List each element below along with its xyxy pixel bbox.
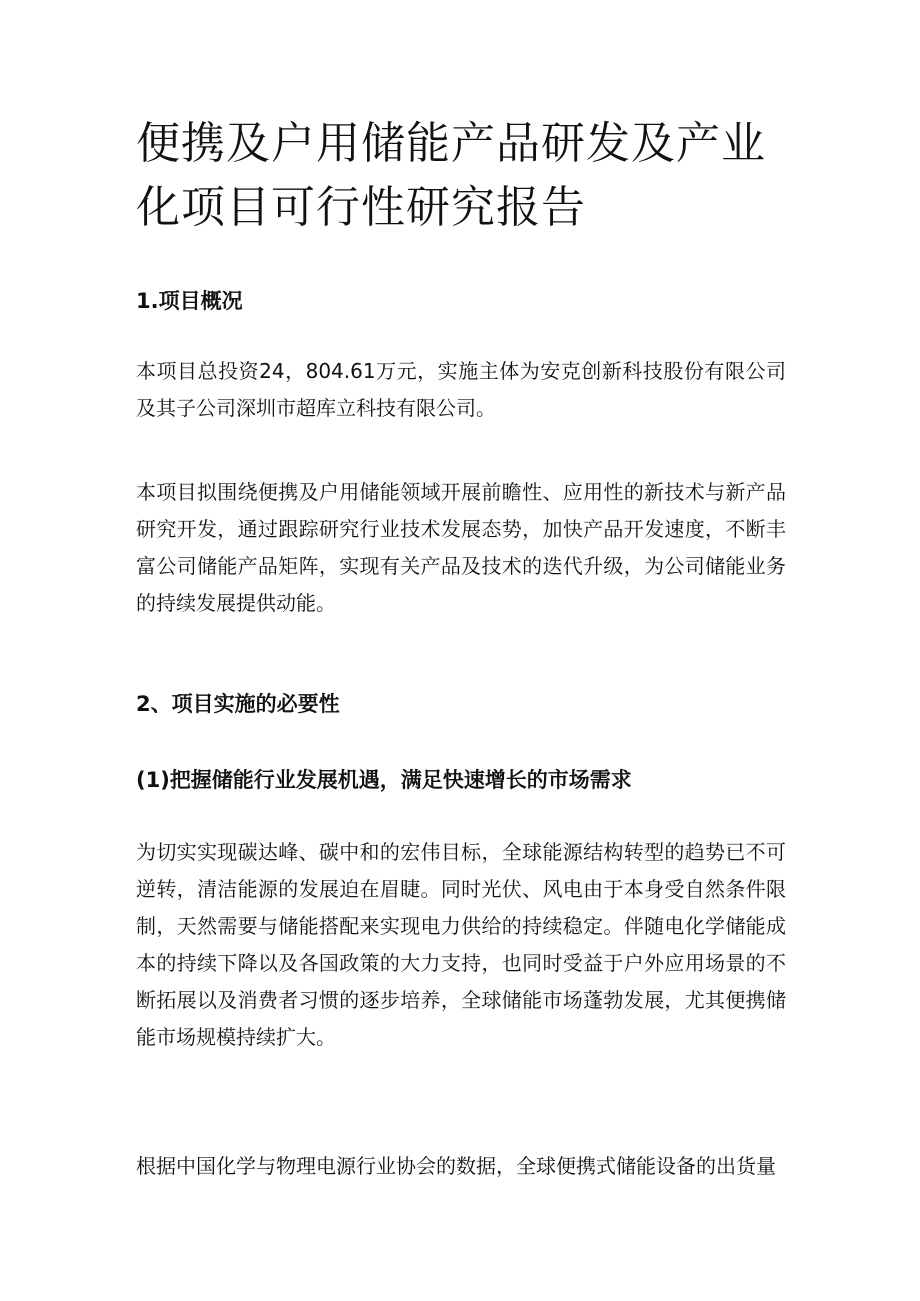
section-heading-necessity: 2、项目实施的必要性 xyxy=(136,692,340,716)
paragraph-investment: 本项目总投资24，804.61万元，实施主体为安克创新科技股份有限公司及其子公司深圳市超库立科技有限公司。 xyxy=(136,359,786,420)
paragraph-energy-transition: 为切实实现碳达峰、碳中和的宏伟目标，全球能源结构转型的趋势已不可逆转，清洁能源的发展迫在眉睫。同时光伏、风电由于本身受自然条件限制，天然需要与储能搭配来实现电力供给的持续稳定。伴随电化学储能成本的持续下降以及各国政策的大力支持，也同时受益于户外应用场景的不断拓展以及消费者习惯的逐步培养，全球储能市场蓬勃发展，尤其便携储能市场规模持续扩大。 xyxy=(136,840,786,1049)
document-title: 便携及户用储能产品研发及产业化项目可行性研究报告 xyxy=(136,118,766,233)
paragraph-project-scope: 本项目拟围绕便携及户用储能领域开展前瞻性、应用性的新技术与新产品研究开发，通过跟踪研究行业技术发展态势，加快产品开发速度，不断丰富公司储能产品矩阵，实现有关产品及技术的迭代升级，为公司储能业务的持续发展提供动能。 xyxy=(136,480,786,615)
subheading-market-opportunity: (1)把握储能行业发展机遇，满足快速增长的市场需求 xyxy=(136,768,632,792)
section-heading-project-overview: 1.项目概况 xyxy=(136,289,243,313)
paragraph-shipment-data: 根据中国化学与物理电源行业协会的数据，全球便携式储能设备的出货量 xyxy=(136,1154,776,1178)
